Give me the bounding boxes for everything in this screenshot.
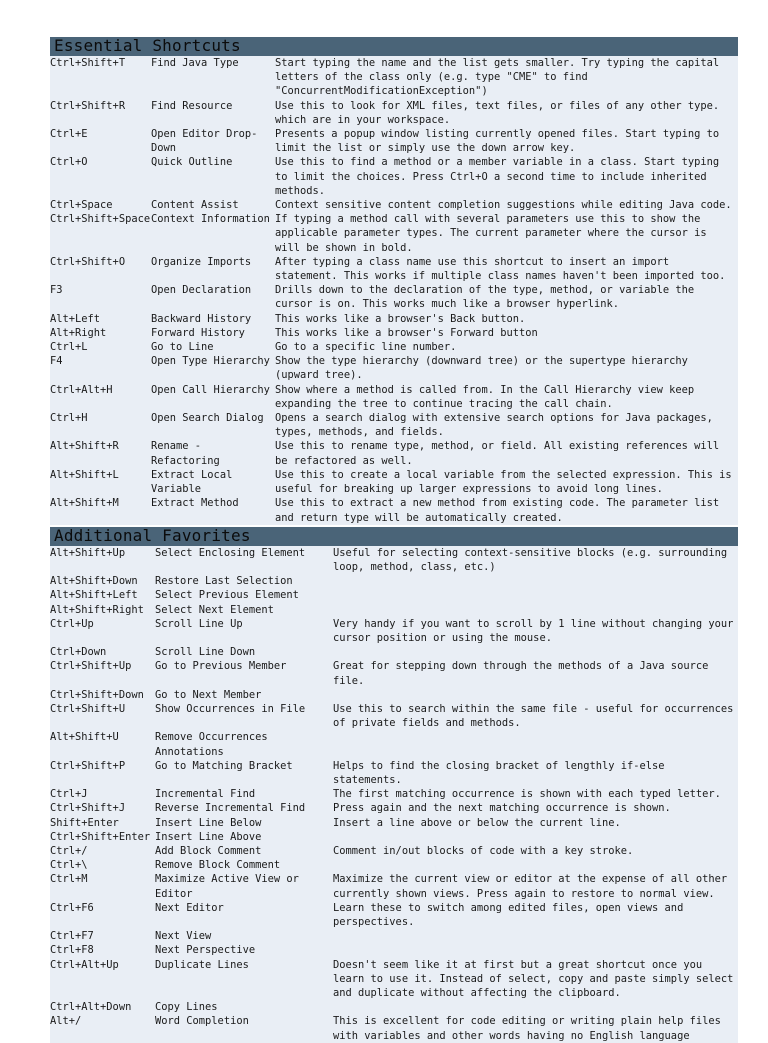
shortcut-keys: Alt+Shift+R [50,440,119,453]
table-row [50,383,738,411]
table-row [50,943,738,957]
table-row [50,603,738,617]
shortcut-keys: Shift+Enter [50,816,119,829]
command-name: Go to Matching Bracket [155,759,293,772]
table-row [50,702,738,730]
command-description: Use this to search within the same file - useful for occurrences of private fields and methods. [333,702,734,730]
section-title: Essential Shortcuts [50,37,738,56]
command-description [333,858,738,872]
command-name: Scroll Line Down [155,646,256,659]
command-description: Use this to look for XML files, text files, or files of any other type. which are in your workspace. [275,99,720,126]
command-name: Reverse Incremental Find [155,802,306,815]
command-name: Scroll Line Up [155,617,243,630]
command-name: Organize Imports [151,255,252,268]
command-name: Quick Outline [151,156,233,169]
shortcut-keys: Ctrl+Shift+Up [50,660,132,673]
section-title: Additional Favorites [50,527,738,546]
command-name: Word Completion [155,1015,249,1028]
command-name: Open Search Dialog [151,412,264,425]
shortcut-keys: Ctrl+Shift+O [50,255,126,268]
command-name: Next View [155,930,212,943]
command-description: Presents a popup window listing currently opened files. Start typing to limit the list or simply use the down arrow key. [275,128,720,155]
table-row [50,546,738,574]
shortcut-keys: F3 [50,284,63,297]
command-description [333,588,738,602]
table-row [50,340,738,354]
command-name: Backward History [151,312,252,325]
shortcut-keys: Ctrl+O [50,156,88,169]
shortcut-keys: Ctrl+Shift+U [50,702,126,715]
command-name: Incremental Find [155,788,256,801]
shortcut-keys: Ctrl+M [50,873,88,886]
shortcut-keys: Ctrl+Shift+Down [50,688,144,701]
shortcut-keys: Alt+Shift+U [50,731,119,744]
command-description: Use this to create a local variable from the selected expression. This is useful for breaking up larger expressions to avoid long lines. [275,468,732,496]
command-name: Open Type Hierarchy [151,355,270,368]
table-row [50,816,738,830]
command-name: Extract Method [151,497,239,510]
table-row [50,929,738,943]
shortcut-keys: Ctrl+Shift+J [50,802,126,815]
table-row [50,759,738,787]
additional-favorites-section [50,527,738,1043]
table-row [50,1000,738,1014]
table-row [50,830,738,844]
command-description: Insert a line above or below the current line. [333,816,621,829]
command-description: After typing a class name use this shortcut to insert an import statement. This works if multiple class names haven't been imported too. [275,255,726,283]
shortcut-keys: Ctrl+Shift+Enter [50,830,151,843]
table-row [50,645,738,659]
command-description: Show the type hierarchy (downward tree) or the supertype hierarchy (upward tree). [275,355,688,382]
command-description: This is excellent for code editing or writing plain help files with variables and other words having no English language [333,1015,721,1042]
command-name: Next Editor [155,901,224,914]
shortcut-keys: Ctrl+Space [50,199,113,212]
table-row [50,326,738,340]
command-description [333,929,738,943]
shortcut-keys: Alt+Shift+Up [50,546,126,559]
command-description: Use this to rename type, method, or field. All existing references will be refactored as well. [275,440,720,467]
command-name: Find Resource [151,99,233,112]
table-row [50,155,738,198]
table-row [50,801,738,815]
shortcut-keys: Ctrl+\ [50,859,88,872]
command-description: Helps to find the closing bracket of lengthly if-else statements. [333,759,665,786]
shortcut-keys: Alt+Shift+L [50,468,119,481]
command-description: Useful for selecting context-sensitive blocks (e.g. surrounding loop, method, class, etc.) [333,546,728,573]
shortcut-keys: Ctrl+Shift+Space [50,213,151,226]
command-description: Go to a specific line number. [275,341,457,354]
shortcut-keys: Ctrl+F8 [50,944,94,957]
command-name: Duplicate Lines [155,958,249,971]
shortcut-keys: Ctrl+H [50,412,88,425]
shortcut-keys: Alt+Shift+Left [50,589,138,602]
shortcut-keys: Ctrl+F7 [50,930,94,943]
command-name: Open Declaration [151,284,252,297]
table-row [50,127,738,155]
command-name: Next Perspective [155,944,256,957]
shortcut-keys: Alt+Shift+Down [50,575,138,588]
command-description: Show where a method is called from. In the Call Hierarchy view keep expanding the tree to continue tracing the call chain. [275,383,695,410]
shortcut-keys: Ctrl+Up [50,617,94,630]
shortcut-keys: Ctrl+Alt+Down [50,1001,132,1014]
command-name: Go to Next Member [155,688,262,701]
command-name: Open Call Hierarchy [151,383,270,396]
command-name: Insert Line Below [155,816,262,829]
command-description: Use this to find a method or a member variable in a class. Start typing to limit the choices. Press Ctrl+O a second time to include inherited methods. [275,156,720,197]
command-name: Insert Line Above [155,830,262,843]
table-row [50,574,738,588]
table-row [50,617,738,645]
shortcut-table [50,56,738,525]
table-row [50,901,738,929]
table-row [50,588,738,602]
shortcut-keys: Ctrl+J [50,788,88,801]
table-row [50,411,738,439]
shortcut-keys: Ctrl+F6 [50,901,94,914]
command-name: Extract Local Variable [151,468,233,496]
command-name: Forward History [151,326,245,339]
table-row [50,255,738,283]
command-description: Great for stepping down through the methods of a Java source file. [333,660,709,687]
table-row [50,872,738,900]
command-description: Drills down to the declaration of the type, method, or variable the cursor is on. This works much like a browser hyperlink. [275,284,695,311]
table-row [50,56,738,99]
command-description [333,830,738,844]
command-description: Maximize the current view or editor at the expense of all other currently shown views. Press again to restore to normal view. [333,873,728,900]
command-description: This works like a browser's Back button. [275,312,526,325]
command-description: Use this to extract a new method from existing code. The parameter list and return type will be automatically created. [275,497,720,524]
essential-shortcuts-section [50,37,738,525]
command-description: Start typing the name and the list gets smaller. Try typing the capital letters of the class only (e.g. type "CME" to find "ConcurrentModificationException") [275,57,720,98]
shortcut-keys: Ctrl+Alt+H [50,383,113,396]
command-description: If typing a method call with several parameters use this to show the applicable parameter types. The current parameter where the cursor is will be shown in bold. [275,213,707,254]
shortcut-keys: Ctrl+Shift+P [50,759,126,772]
shortcut-keys: Alt+/ [50,1015,82,1028]
table-row [50,212,738,255]
command-name: Copy Lines [155,1001,218,1014]
command-description: Comment in/out blocks of code with a key stroke. [333,844,634,857]
command-description: Learn these to switch among edited files, open views and perspectives. [333,901,684,928]
shortcut-keys: Alt+Shift+M [50,497,119,510]
shortcut-keys: Ctrl+Down [50,646,107,659]
command-name: Remove Block Comment [155,859,281,872]
command-description [333,1000,738,1014]
command-name: Restore Last Selection [155,575,293,588]
command-description: Opens a search dialog with extensive search options for Java packages, types, methods, and fields. [275,412,713,439]
table-row [50,659,738,687]
table-row [50,283,738,311]
command-name: Select Next Element [155,603,274,616]
table-row [50,858,738,872]
command-name: Open Editor Drop- Down [151,128,258,155]
shortcut-keys: F4 [50,355,63,368]
command-description: This works like a browser's Forward button [275,326,538,339]
command-description [333,645,738,659]
command-description [333,730,738,758]
table-row [50,496,738,524]
command-name: Select Enclosing Element [155,546,306,559]
shortcut-keys: Alt+Left [50,312,101,325]
table-row [50,354,738,382]
shortcut-keys: Ctrl+Alt+Up [50,958,119,971]
command-name: Go to Previous Member [155,660,287,673]
table-row [50,958,738,1001]
shortcut-keys: Alt+Right [50,326,107,339]
table-row [50,99,738,127]
table-row [50,312,738,326]
table-row [50,439,738,467]
command-name: Rename - Refactoring [151,440,220,467]
document-page [50,37,738,1043]
shortcut-keys: Ctrl+Shift+T [50,57,126,69]
table-row [50,730,738,758]
table-row [50,198,738,212]
command-description [333,688,738,702]
command-name: Add Block Comment [155,844,262,857]
shortcut-table [50,546,738,1043]
shortcut-keys: Ctrl+/ [50,844,88,857]
table-row [50,688,738,702]
shortcut-keys: Ctrl+E [50,128,88,141]
shortcut-keys: Ctrl+L [50,341,88,354]
command-description: The first matching occurrence is shown with each typed letter. [333,788,721,801]
command-description: Press again and the next matching occurrence is shown. [333,802,671,815]
command-name: Maximize Active View or Editor [155,873,299,900]
command-name: Content Assist [151,199,239,212]
shortcut-keys: Alt+Shift+Right [50,603,144,616]
command-description [333,574,738,588]
command-description: Doesn't seem like it at first but a great shortcut once you learn to use it. Instead of select, copy and paste simply select and duplicate without affecting the clipboard. [333,958,734,999]
command-name: Select Previous Element [155,589,299,602]
table-row [50,1014,738,1042]
command-description [333,943,738,957]
command-description: Very handy if you want to scroll by 1 line without changing your cursor position or using the mouse. [333,617,734,644]
table-row [50,787,738,801]
command-name: Find Java Type [151,57,239,69]
command-name: Go to Line [151,341,214,354]
command-name: Context Information [151,213,270,226]
command-description [333,603,738,617]
table-row [50,468,738,496]
command-name: Show Occurrences in File [155,702,306,715]
table-row [50,844,738,858]
command-name: Remove Occurrences Annotations [155,731,268,758]
command-description: Context sensitive content completion suggestions while editing Java code. [275,199,732,212]
shortcut-keys: Ctrl+Shift+R [50,99,126,112]
